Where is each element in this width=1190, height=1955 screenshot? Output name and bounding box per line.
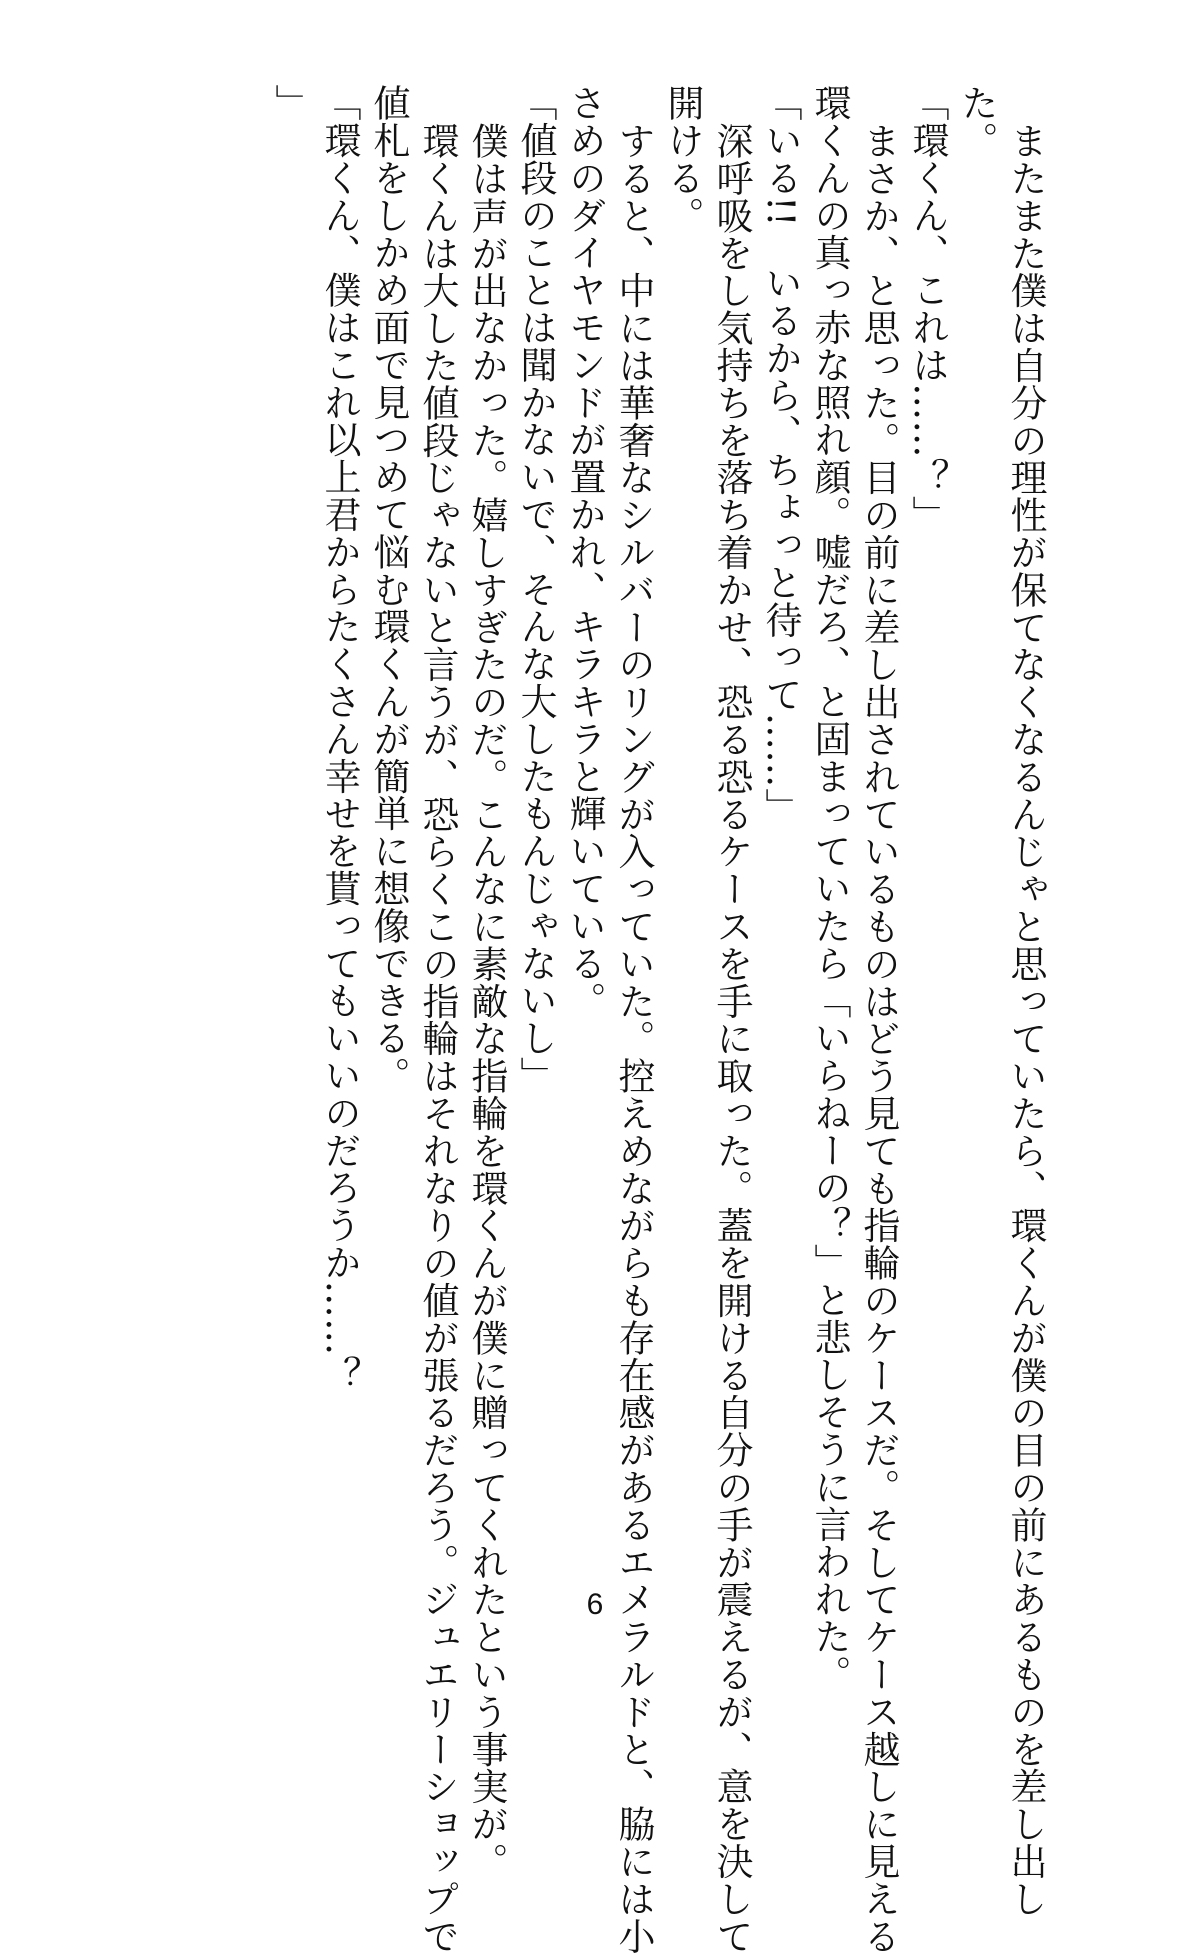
text-line-11: 「値段のことは聞かないで、そんな大したもんじゃないし」 [514,84,557,1094]
text-line-16: 」 [269,84,312,122]
text-line-5: 環くんの真っ赤な照れ顔。嘘だろ、と固まっていたら「いらねーの？」と悲しそうに言われた。 [808,84,851,1693]
text-line-4: まさか、と思った。目の前に差し出されているものはどう見ても指輪のケースだ。そしてケース越しに見える [857,122,900,1955]
text-line-14: 値札をしかめ面で見つめて悩む環くんが簡単に想像できる。 [367,84,410,1094]
vertical-text-body [266,84,1050,1955]
text-line-8: 開ける。 [661,84,704,234]
text-line-15: 「環くん、僕はこれ以上君からたくさん幸せを貰ってもいいのだろうか……？ [318,84,361,1393]
text-line-6: 「いる!! いるから、ちょっと待って……」 [759,84,802,826]
text-line-2: た。 [955,84,998,159]
text-line-13: 環くんは大した値段じゃないと言うが、恐らくこの指輪はそれなりの値が張るだろう。ジュエリーショップで [416,122,459,1955]
text-line-1: またまた僕は自分の理性が保てなくなるんじゃと思っていたら、環くんが僕の目の前にあるものを差し出し [1004,122,1047,1918]
page-number: 6 [586,1588,604,1621]
text-line-7: 深呼吸をし気持ちを落ち着かせ、恐る恐るケースを手に取った。蓋を開ける自分の手が震えるが、意を決して [710,122,753,1955]
text-line-10: さめのダイヤモンドが置かれ、キラキラと輝いている。 [563,84,606,1019]
text-line-3: 「環くん、これは……？」 [906,84,949,533]
text-line-9: すると、中には華奢なシルバーのリングが入っていた。控えめながらも存在感があるエメラルドと、脇には小 [612,122,655,1955]
text-line-12: 僕は声が出なかった。嬉しすぎたのだ。こんなに素敵な指輪を環くんが僕に贈ってくれたという事実が。 [465,122,508,1880]
